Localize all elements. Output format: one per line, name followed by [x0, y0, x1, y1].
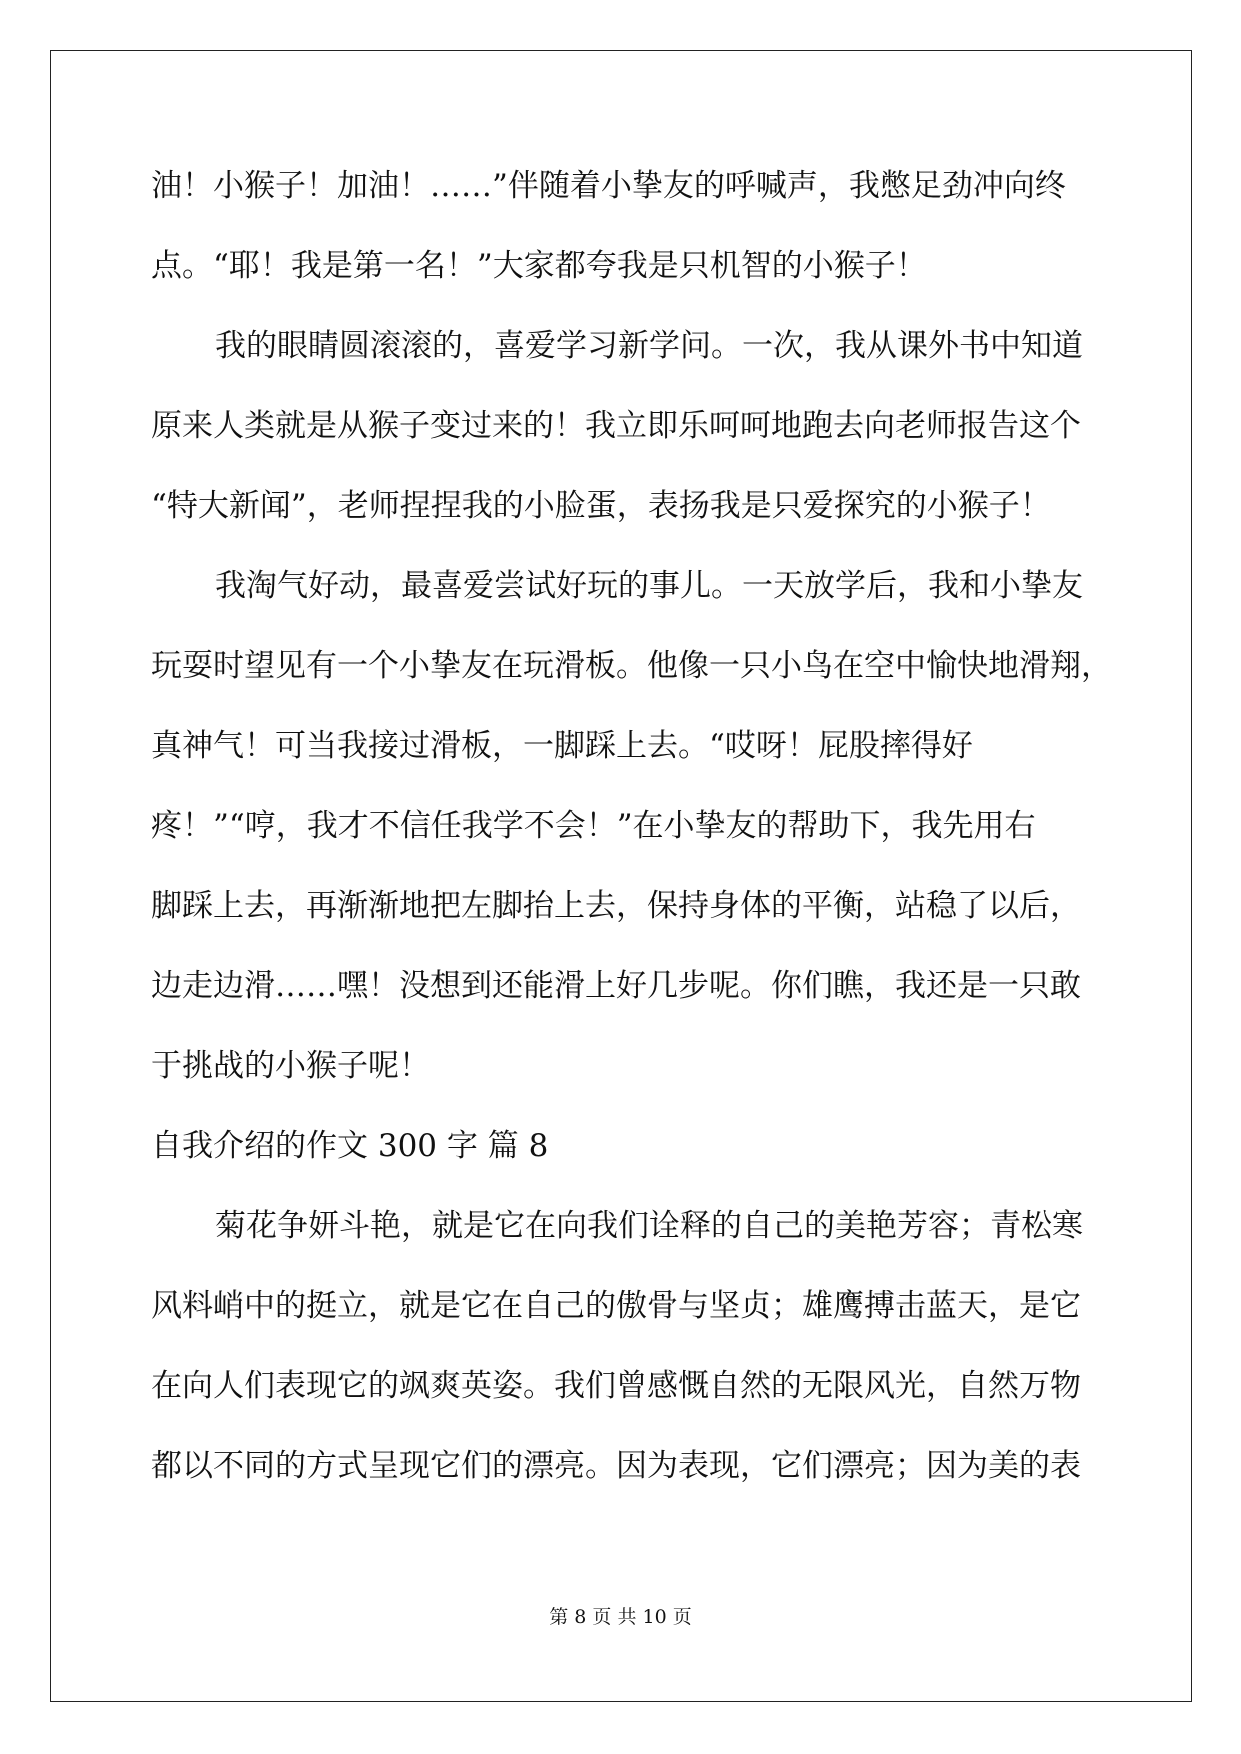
text-line: 在向人们表现它的飒爽英姿。我们曾感慨自然的无限风光，自然万物 [151, 1368, 1081, 1404]
paragraph-start: 我淘气好动，最喜爱尝试好玩的事儿。一天放学后，我和小挚友 [215, 568, 1083, 604]
section-heading: 自我介绍的作文 300 字 篇 8 [151, 1128, 549, 1164]
text-line: “特大新闻”，老师捏捏我的小脸蛋，表扬我是只爱探究的小猴子！ [151, 488, 1051, 524]
text-line: 脚踩上去，再渐渐地把左脚抬上去，保持身体的平衡，站稳了以后， [151, 888, 1081, 924]
text-line: 疼！”“哼，我才不信任我学不会！”在小挚友的帮助下，我先用右 [151, 808, 1036, 844]
text-line: 边走边滑……嘿！没想到还能滑上好几步呢。你们瞧，我还是一只敢 [151, 968, 1081, 1004]
text-line: 点。“耶！我是第一名！”大家都夸我是只机智的小猴子！ [151, 248, 927, 284]
text-line: 都以不同的方式呈现它们的漂亮。因为表现，它们漂亮；因为美的表 [151, 1448, 1081, 1484]
text-line: 玩耍时望见有一个小挚友在玩滑板。他像一只小鸟在空中愉快地滑翔， [151, 648, 1112, 684]
paragraph-start: 菊花争妍斗艳，就是它在向我们诠释的自己的美艳芳容；青松寒 [215, 1208, 1083, 1244]
paragraph-start: 我的眼睛圆滚滚的，喜爱学习新学问。一次，我从课外书中知道 [215, 328, 1083, 364]
text-line: 原来人类就是从猴子变过来的！我立即乐呵呵地跑去向老师报告这个 [151, 408, 1081, 444]
text-line: 真神气！可当我接过滑板，一脚踩上去。“哎呀！屁股摔得好 [151, 728, 973, 764]
text-line: 风料峭中的挺立，就是它在自己的傲骨与坚贞；雄鹰搏击蓝天，是它 [151, 1288, 1081, 1324]
page-footer: 第 8 页 共 10 页 [549, 1606, 692, 1628]
text-line: 于挑战的小猴子呢！ [151, 1048, 430, 1084]
text-line: 油！小猴子！加油！……”伴随着小挚友的呼喊声，我憋足劲冲向终 [151, 168, 1066, 204]
